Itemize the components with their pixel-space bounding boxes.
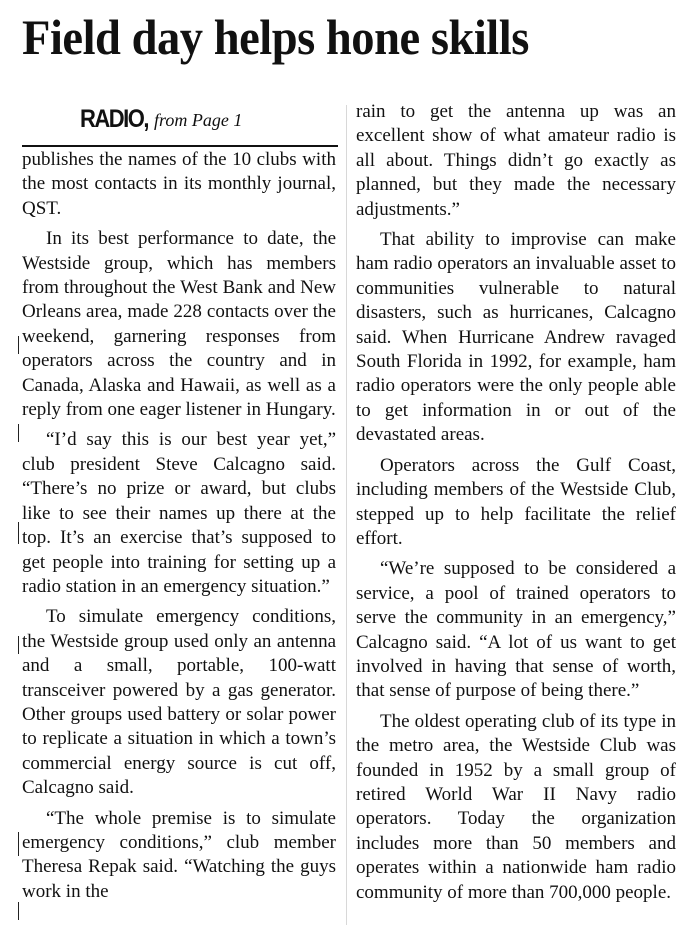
margin-mark xyxy=(18,336,19,354)
jump-kicker: RADIO, xyxy=(80,104,148,133)
paragraph: To simulate emergency conditions, the Westside group used only an antenna and a small, portable, 100-watt transceiver powered by a gas generator. Other groups used battery or solar power to replicate a situation in which a town’s commercial energy source is cut off, Calcagno said. xyxy=(22,606,336,799)
jump-rule xyxy=(22,145,338,147)
left-column xyxy=(22,148,336,904)
paragraph: “I’d say this is our best year yet,” club president Steve Calcagno said. “There’s no prize or award, but clubs like to see their names up there at the top. It’s an exercise that’s supposed to get people into training for setting up a radio station in an emergency situation.” xyxy=(22,429,336,597)
margin-mark xyxy=(18,636,19,654)
headline: Field day helps hone skills xyxy=(22,9,529,65)
paragraph: Operators across the Gulf Coast, including members of the Westside Club, stepped up to help facilitate the relief effort. xyxy=(356,454,676,549)
paragraph: rain to get the antenna up was an excellent show of what amateur radio is all about. Things didn’t go exactly as planned, but they made the necessary adjustments.” xyxy=(356,101,676,220)
column-divider xyxy=(346,105,347,925)
paragraph: “We’re supposed to be considered a service, a pool of trained operators to serve the community in an emergency,” Calcagno said. “A lot of us want to get involved in having that sense of worth, that sense of purpose of being there.” xyxy=(356,558,676,702)
paragraph: publishes the names of the 10 clubs with the most contacts in its monthly journal, QST. xyxy=(22,149,336,219)
margin-mark xyxy=(18,902,19,920)
jump-from-page: from Page 1 xyxy=(154,110,243,130)
paragraph: The oldest operating club of its type in the metro area, the Westside Club was founded in 1952 by a small group of retired World War II Navy radio operators. Today the organization includes more than 50 members and operates within a nationwide ham radio community of more than 700,000 people. xyxy=(356,710,676,903)
right-column xyxy=(356,100,676,905)
paragraph: In its best performance to date, the Westside group, which has members from throughout the West Bank and New Orleans area, made 228 contacts over the weekend, garnering responses from operators across the country and in Canada, Alaska and Hawaii, as well as a reply from one eager listener in Hungary. xyxy=(22,228,336,421)
jump-line xyxy=(80,104,320,135)
margin-mark xyxy=(18,424,19,442)
paragraph: That ability to improvise can make ham radio operators an invaluable asset to communities vulnerable to natural disasters, such as hurricanes, Calcagno said. When Hurricane Andrew ravaged South Florida in 1992, for example, ham radio operators were the only people able to get information in or out of the devastated areas. xyxy=(356,229,676,446)
margin-mark xyxy=(18,832,19,856)
paragraph: “The whole premise is to simulate emergency conditions,” club member Theresa Repak said. “Watching the guys work in the xyxy=(22,807,336,902)
margin-mark xyxy=(18,522,19,544)
